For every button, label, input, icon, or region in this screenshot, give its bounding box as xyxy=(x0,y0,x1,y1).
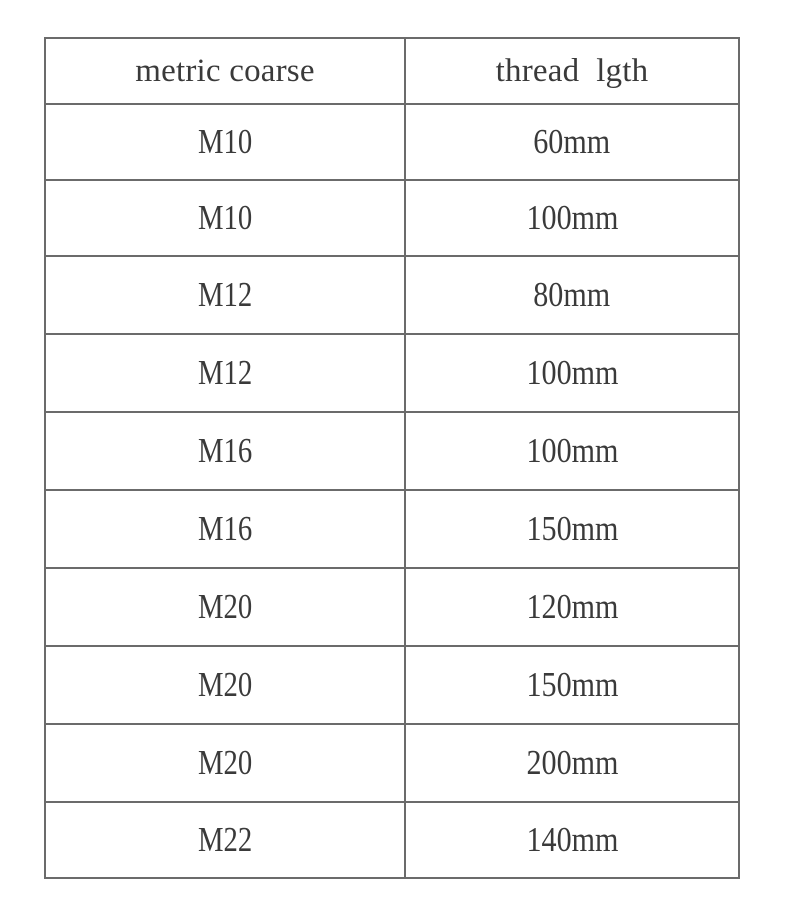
metric-cell xyxy=(45,490,405,568)
table-row xyxy=(45,180,739,256)
metric-size: M16 xyxy=(197,509,253,548)
table-row xyxy=(45,334,739,412)
length-cell xyxy=(405,646,739,724)
metric-size: M10 xyxy=(197,122,253,161)
header-row xyxy=(45,38,739,104)
length-cell xyxy=(405,412,739,490)
table-row xyxy=(45,802,739,878)
header-metric-coarse: metric coarse xyxy=(45,38,405,104)
thread-length: 80mm xyxy=(533,275,611,314)
metric-cell xyxy=(45,646,405,724)
length-cell xyxy=(405,802,739,878)
length-cell xyxy=(405,104,739,180)
metric-size: M22 xyxy=(197,820,253,859)
length-cell xyxy=(405,334,739,412)
table-row xyxy=(45,256,739,334)
thread-length: 100mm xyxy=(526,431,618,470)
table-row xyxy=(45,490,739,568)
metric-size: M12 xyxy=(197,275,253,314)
thread-length-table xyxy=(44,37,740,879)
thread-length: 150mm xyxy=(526,509,618,548)
length-cell xyxy=(405,256,739,334)
metric-size: M12 xyxy=(197,353,253,392)
metric-cell xyxy=(45,256,405,334)
spec-sheet xyxy=(44,37,740,879)
metric-cell xyxy=(45,568,405,646)
metric-size: M20 xyxy=(197,743,253,782)
thread-length: 100mm xyxy=(526,198,618,237)
table-row xyxy=(45,724,739,802)
thread-length: 200mm xyxy=(526,743,618,782)
thread-length: 150mm xyxy=(526,665,618,704)
header-thread-length: thread lgth xyxy=(405,38,739,104)
thread-length: 100mm xyxy=(526,353,618,392)
table-row xyxy=(45,412,739,490)
thread-length: 140mm xyxy=(526,820,618,859)
metric-cell xyxy=(45,412,405,490)
length-cell xyxy=(405,724,739,802)
metric-size: M10 xyxy=(197,198,253,237)
metric-cell xyxy=(45,104,405,180)
table-row xyxy=(45,568,739,646)
metric-cell xyxy=(45,334,405,412)
table-row xyxy=(45,104,739,180)
length-cell xyxy=(405,180,739,256)
metric-cell xyxy=(45,724,405,802)
metric-size: M20 xyxy=(197,665,253,704)
thread-length: 60mm xyxy=(533,122,611,161)
metric-size: M20 xyxy=(197,587,253,626)
length-cell xyxy=(405,568,739,646)
length-cell xyxy=(405,490,739,568)
thread-length: 120mm xyxy=(526,587,618,626)
table-row xyxy=(45,646,739,724)
metric-cell xyxy=(45,802,405,878)
metric-size: M16 xyxy=(197,431,253,470)
metric-cell xyxy=(45,180,405,256)
